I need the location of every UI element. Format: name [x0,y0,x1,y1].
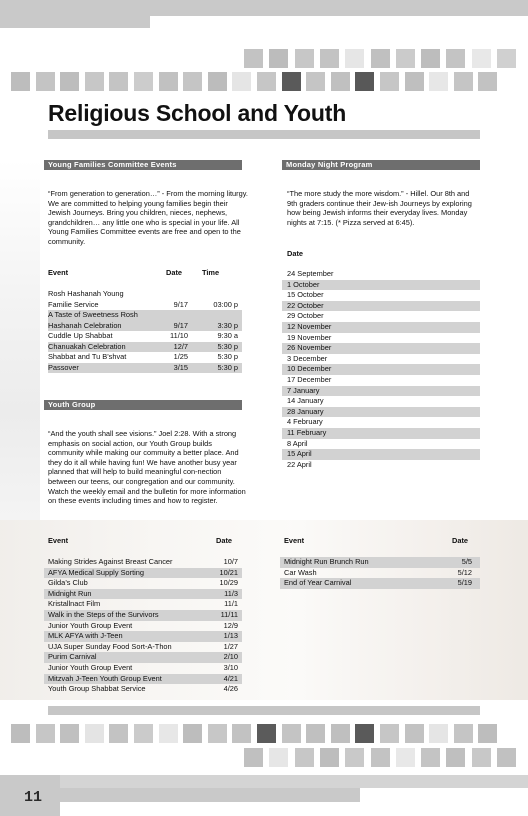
decor-square [36,72,55,91]
decor-square [331,724,350,743]
table-cell-d: 3 December [287,353,328,363]
table-cell-event: Youth Group Shabbat Service [48,684,146,694]
table-cell-date: 2/10 [223,652,238,662]
decor-square [11,724,30,743]
table-cell-date: 11/3 [224,588,238,598]
decor-square [282,72,301,91]
table-cell-event: End of Year Carnival [284,578,352,588]
decor-square [446,49,465,68]
table-row [282,396,480,407]
decor-square [380,72,399,91]
table-cell-d: 1 October [287,279,320,289]
table-row [280,578,480,589]
table-cell-d: 11 February [287,428,327,437]
decor-square [244,748,263,767]
table-row [48,289,242,300]
table-cell-date: 5/19 [457,578,472,588]
table-cell-date: 1/27 [223,641,238,651]
decor-square [306,724,325,743]
table-cell-date: 11/10 [170,331,188,340]
youth-group-header: Youth Group [44,400,242,410]
table-row [282,343,480,354]
decor-square [396,748,415,767]
table-cell-date: 3/10 [223,663,238,672]
table-row [44,642,242,653]
table-cell-event: A Taste of Sweetness Rosh [48,310,138,319]
table-cell-event: Familie Service [48,299,99,309]
table-cell-date: 3/15 [173,362,188,372]
footer-decor-bar [48,706,480,715]
table-cell-date: 10/21 [219,567,238,577]
table-row [44,557,242,568]
table-row [282,460,480,471]
youth-group-table-2 [280,536,480,596]
bottom-decor-strip [0,775,528,788]
table-row [44,684,242,695]
monday-night-header: Monday Night Program [282,160,480,170]
top-decor-bar [0,0,528,16]
table-cell-event: Mitzvah J-Teen Youth Group Event [48,673,162,683]
table-row [44,663,242,674]
table-cell-event: Junior Youth Group Event [48,663,133,672]
decor-square [159,724,178,743]
decor-square [320,49,339,68]
table-row [282,311,480,322]
decor-square [472,748,491,767]
decor-square [269,748,288,767]
table-row [282,428,480,439]
col-time: Time [202,268,220,277]
table-cell-d: 8 April [287,438,308,448]
decor-square [85,72,104,91]
table-cell-date: 12/7 [173,341,188,351]
table-row [282,364,480,375]
monday-night-intro: “The more study the more wisdom.” - Hillel. Our 8th and 9th graders continue their Jew-ish Journeys by exploring how being Jewish informs their everyday lives. Monday nights at 7:15. (* Pizza served at 6:45). [287,189,472,227]
decor-square [232,724,251,743]
decor-square [478,724,497,743]
table-cell-d: 19 November [287,332,332,342]
decor-square [345,49,364,68]
col-event: Event [48,268,69,277]
table-cell-event: Midnight Run Brunch Run [284,557,369,566]
table-cell-time: 5:30 p [217,362,238,372]
table-cell-date: 5/12 [457,567,472,577]
decor-square [306,72,325,91]
table-row [48,352,242,363]
decor-square [208,724,227,743]
table-cell-date: 9/17 [173,320,188,330]
table-cell-d: 29 October [287,311,324,321]
table-cell-d: 10 December [287,364,332,374]
decor-square [355,724,374,743]
table-cell-event: Shabbat and Tu B’shvat [48,352,127,361]
decor-square [421,49,440,68]
table-cell-event: Kristallnact Film [48,599,101,609]
table-row [282,439,480,450]
table-row [282,354,480,365]
decor-square [159,72,178,91]
table-cell-event: Car Wash [284,567,317,577]
table-cell-d: 24 September [287,269,334,278]
table-cell-date: 4/21 [223,673,238,683]
table-cell-event: Gilda’s Club [48,578,88,588]
table-row [282,333,480,344]
col-date: Date [166,268,183,277]
young-families-header: Young Families Committee Events [44,160,242,170]
col-date: Date [287,249,304,258]
table-cell-date: 5/5 [461,557,472,566]
decor-square [478,72,497,91]
decor-square [355,72,374,91]
table-cell-d: 22 April [287,459,312,469]
table-row [282,375,480,386]
table-cell-d: 26 November [287,343,332,353]
decor-square [421,748,440,767]
table-cell-time: 3:30 p [217,320,238,330]
table-cell-d: 28 January [287,406,324,416]
table-row [44,578,242,589]
table-cell-d: 15 October [287,290,324,300]
table-row [44,621,242,632]
table-cell-d: 22 October [287,300,324,310]
decor-square [295,748,314,767]
decor-square [429,72,448,91]
table-row [44,568,242,579]
decor-square [134,72,153,91]
table-cell-d: 15 April [287,449,312,459]
decor-square [109,72,128,91]
table-cell-date: 4/26 [223,684,238,694]
decor-square [232,72,251,91]
table-cell-date: 12/9 [223,620,238,630]
decor-square [257,724,276,743]
table-row [44,631,242,642]
table-cell-event: MLK AFYA with J-Teen [48,631,123,641]
decor-square [320,748,339,767]
table-cell-event: Junior Youth Group Event [48,620,133,630]
decor-square [497,49,516,68]
decor-square [396,49,415,68]
decor-square [380,724,399,743]
decor-square [109,724,128,743]
table-cell-date: 10/29 [219,578,238,588]
decor-square [11,72,30,91]
table-cell-event: Rosh Hashanah Young [48,289,124,298]
table-row [48,331,242,342]
youth-group-table [44,536,242,701]
table-row [282,301,480,312]
monday-night-table [282,249,480,479]
table-row [48,321,242,332]
decor-square [134,724,153,743]
col-date: Date [216,536,233,545]
decor-square [295,49,314,68]
decor-square [183,72,202,91]
table-cell-time: 03:00 p [213,299,238,309]
table-cell-event: Midnight Run [48,588,92,598]
table-row [282,290,480,301]
table-cell-d: 12 November [287,322,332,331]
table-cell-time: 5:30 p [217,341,238,351]
decor-square [405,72,424,91]
table-row [282,417,480,428]
decor-square [244,49,263,68]
table-row [44,610,242,621]
decor-square [36,724,55,743]
col-event: Event [48,536,69,545]
table-cell-event: AFYA Medical Supply Sorting [48,567,144,577]
decor-square [269,49,288,68]
bottom-decor-strip-2 [60,788,360,802]
table-row [48,310,242,321]
decor-square [208,72,227,91]
table-row [44,674,242,685]
table-row [282,449,480,460]
decor-square [331,72,350,91]
table-row [282,386,480,397]
background-image-left [0,160,40,520]
decor-square [454,724,473,743]
table-row [44,589,242,600]
table-cell-event: Walk in the Steps of the Survivors [48,610,159,619]
table-cell-event: Purim Carnival [48,652,97,662]
table-cell-d: 17 December [287,375,332,384]
decor-square [454,72,473,91]
table-cell-date: 9/17 [173,299,188,309]
decor-square [429,724,448,743]
table-row [282,322,480,333]
table-cell-date: 1/13 [223,631,238,641]
young-families-table [48,268,242,378]
decor-square [183,724,202,743]
decor-square [282,724,301,743]
young-families-intro: “From generation to generation…” - From the morning liturgy. We are committed to helping young families begin their Jewish Journeys. Bring you children, nieces, nephews, grandchildren… any little one who is special in your life. All Young Families Committee events are free and open to the community. [48,189,248,246]
table-cell-d: 14 January [287,396,324,406]
page-title: Religious School and Youth [48,100,347,126]
decor-square [345,748,364,767]
decor-square [446,748,465,767]
table-row [282,269,480,280]
table-cell-date: 11/11 [220,610,238,619]
table-cell-date: 10/7 [223,557,238,566]
decor-square [371,748,390,767]
table-cell-event: Cuddle Up Shabbat [48,331,113,340]
decor-square [472,49,491,68]
title-underline [48,130,480,139]
table-cell-d: 7 January [287,385,320,395]
table-cell-date: 11/1 [224,599,238,609]
table-row [282,407,480,418]
decor-square [85,724,104,743]
table-row [280,568,480,579]
table-row [44,652,242,663]
col-date: Date [452,536,469,545]
table-row [282,280,480,291]
table-row [48,300,242,311]
decor-square [497,748,516,767]
table-row [48,342,242,353]
decor-square [257,72,276,91]
table-cell-d: 4 February [287,417,323,427]
table-cell-event: Making Strides Against Breast Cancer [48,557,173,566]
table-row [280,557,480,568]
table-row [44,599,242,610]
youth-group-intro: “And the youth shall see visions.” Joel 2:28. With a strong emphasis on social action, our Youth Group builds community while making our commuity a better place. And they do it all while having fun! We have another busy year planned that will help to build meaningful con-nection between our teens, our congregation and our community. Watch the weekly email and the bulletin for more information on these events including times and how to register. [48,429,246,506]
table-cell-event: Chanuakah Celebration [48,341,126,351]
decor-square [60,724,79,743]
table-row [48,363,242,374]
decor-square [60,72,79,91]
table-cell-date: 1/25 [173,352,188,361]
decor-square [371,49,390,68]
table-cell-event: Hashanah Celebration [48,320,122,330]
page-number: 11 [0,775,60,816]
decor-square [405,724,424,743]
table-cell-event: Passover [48,362,79,372]
table-cell-time: 9:30 a [217,331,238,340]
table-cell-time: 5:30 p [217,352,238,361]
table-cell-event: UJA Super Sunday Food Sort-A-Thon [48,641,172,651]
col-event: Event [284,536,305,545]
top-decor-bar-2 [0,16,150,28]
